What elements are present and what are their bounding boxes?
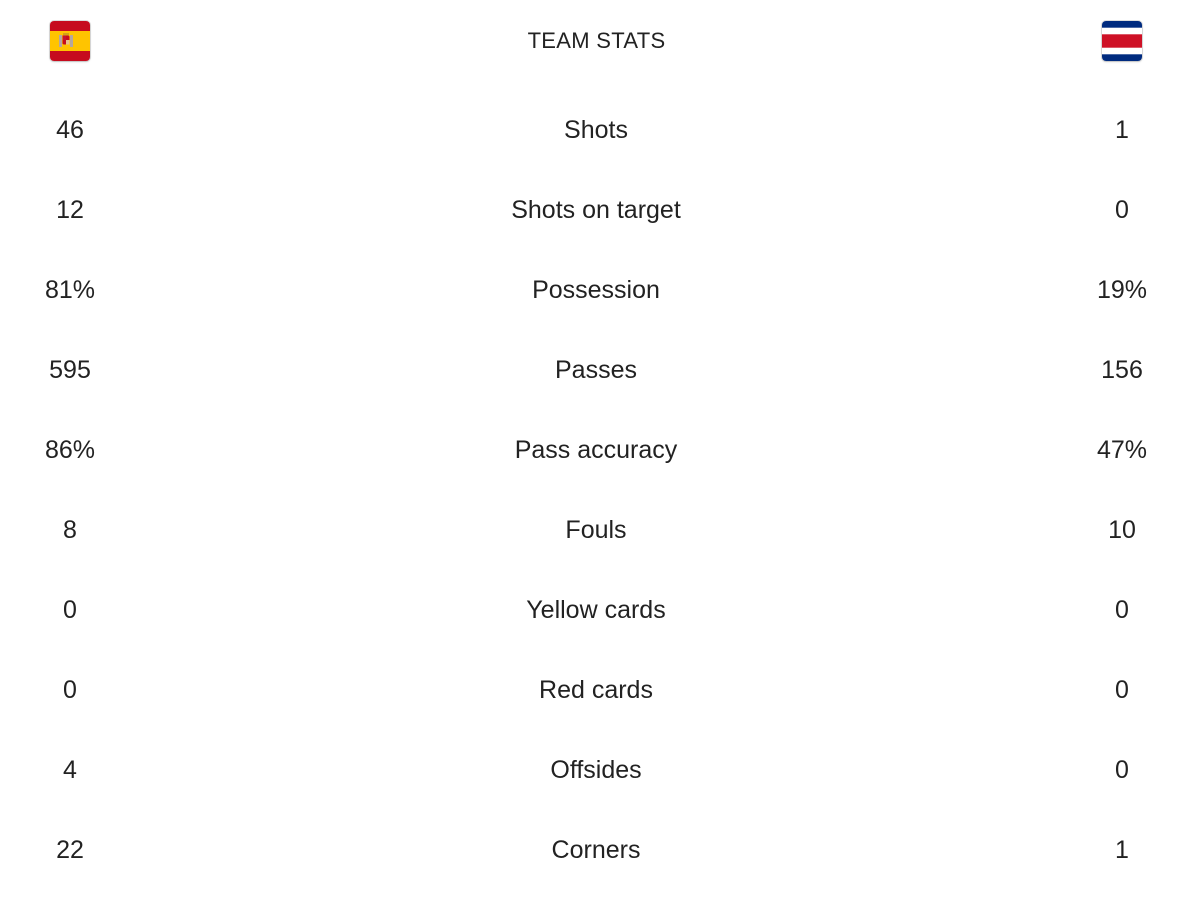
- stat-label: Yellow cards: [526, 596, 666, 624]
- away-value: 1: [1115, 116, 1129, 144]
- stat-row-shots: [0, 90, 1193, 170]
- stat-row-passes: [0, 330, 1193, 410]
- home-value: 0: [63, 676, 77, 704]
- stat-label: Shots on target: [511, 196, 681, 224]
- away-value: 0: [1115, 756, 1129, 784]
- stat-label: Possession: [532, 276, 660, 304]
- away-value: 19%: [1096, 276, 1148, 304]
- home-value: 0: [63, 596, 77, 624]
- stat-label: Shots: [564, 116, 628, 144]
- stats-table: [0, 90, 1193, 890]
- away-value: 156: [1101, 356, 1143, 384]
- stat-row-fouls: [0, 490, 1193, 570]
- stat-row-red-cards: [0, 650, 1193, 730]
- stat-label: Red cards: [539, 676, 653, 704]
- away-value: 0: [1115, 676, 1129, 704]
- page-title: TEAM STATS: [527, 28, 666, 53]
- stat-row-offsides: [0, 730, 1193, 810]
- away-value: 47%: [1096, 436, 1148, 464]
- away-value: 1: [1115, 836, 1129, 864]
- costa-rica-flag-icon: [1102, 21, 1142, 61]
- stat-row-possession: [0, 250, 1193, 330]
- stat-label: Offsides: [550, 756, 642, 784]
- home-value: 86%: [44, 436, 96, 464]
- away-value: 0: [1115, 596, 1129, 624]
- stat-row-shots-on-target: [0, 170, 1193, 250]
- home-value: 12: [56, 196, 84, 224]
- stat-label: Corners: [551, 836, 641, 864]
- stat-label: Passes: [555, 356, 637, 384]
- team-stats-header: [0, 0, 1193, 84]
- away-value: 0: [1115, 196, 1129, 224]
- home-value: 595: [49, 356, 91, 384]
- stat-label: Fouls: [565, 516, 627, 544]
- home-value: 81%: [44, 276, 96, 304]
- home-value: 46: [56, 116, 84, 144]
- home-value: 8: [63, 516, 77, 544]
- stat-row-yellow-cards: [0, 570, 1193, 650]
- stat-label: Pass accuracy: [514, 436, 678, 464]
- stat-row-corners: [0, 810, 1193, 890]
- home-value: 22: [56, 836, 84, 864]
- away-value: 10: [1108, 516, 1136, 544]
- home-value: 4: [63, 756, 77, 784]
- stat-row-pass-accuracy: [0, 410, 1193, 490]
